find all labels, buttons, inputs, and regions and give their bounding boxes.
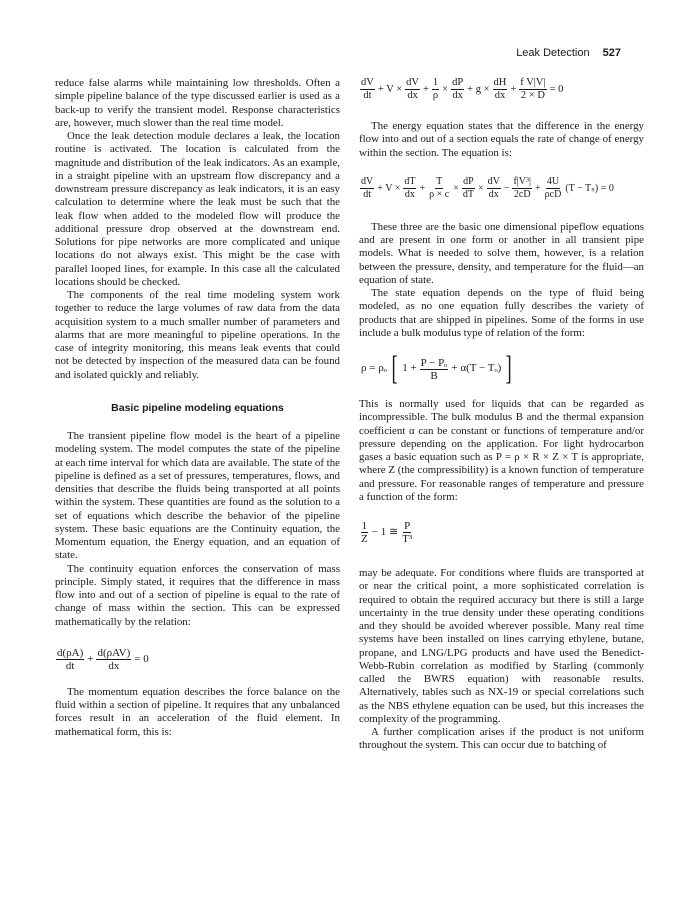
fraction: $\frac{\text{P − Pₒ}}{B}$ [420, 356, 448, 382]
section-heading: Basic pipeline modeling equations [111, 401, 284, 414]
fraction: $\frac{1}{\rho}$ [432, 77, 439, 101]
fraction: $\frac{4U}{\text{ρcD}}$ [544, 175, 562, 200]
fraction: $\frac{dT}{dx}$ [404, 175, 416, 200]
right-column [359, 77, 644, 753]
fraction: $\frac{1}{Z}$ [361, 520, 368, 545]
fraction: $\frac{\text{f|V³|}}{2cD}$ [513, 175, 532, 200]
page-number: 527 [602, 47, 621, 59]
fraction: $\frac{dH}{dx}$ [493, 77, 507, 101]
paragraph: The state equation depends on the type of fluid being modeled, as no one equation fully describes the variety of products that are shipped in pipelines. Some of the forms in use include a bulk modulus type of relation of the form: [359, 287, 644, 339]
running-header [516, 47, 621, 59]
paragraph: The components of the real time modeling system work together to reduce the large volumes of raw data from the data acquisition system to a much smaller number of parameters and alarms that are more meaningful to pipeline operations. In the case of integrity monitoring, this means leak events that could not be detected by inspection of the measured data can be found and isolated quickly and reliably. [55, 289, 340, 381]
paragraph: The energy equation states that the difference in the energy flow into and out of a section equals the rate of change of energy within the section. The equation is: [359, 120, 644, 159]
fraction: $\frac{dV}{dx}$ [406, 77, 419, 101]
left-bracket: [ [391, 350, 398, 387]
paragraph: This is normally used for liquids that can be regarded as incompressible. The bulk modulus B and the thermal expansion coefficient α can be constant or functions of temperature and/or pressure depending on the application. For light hydrocarbon gases a basic equation such as P = ρ × R × Z × T is appropriate, where Z (the compressibility) is a known function of temperature and pressure. For reasonable ranges of temperature and pressure a function of the form: [359, 398, 644, 503]
paragraph: A further complication arises if the product is not uniform throughout the system. This can occur due to batching of [359, 726, 644, 752]
fraction: $\frac{dV}{dt}$ [361, 175, 374, 200]
fraction: $\frac{\text{f V|V|}}{2 \times D}$ [520, 77, 546, 101]
paragraph: The transient pipeline flow model is the heart of a pipeline modeling system. The model computes the state of the pipeline at each time interval for which data are available. The state of the pipeline is defined as a set of pressures, temperatures, flows, and densities that describe the fluids being transported at all points within the system. These quantities are found as the solution to a set of equations which describe the behavior of the pipeline system. These basic equations are the Continuity equation, the Momentum equation, the Energy equation, and an equation of state. [55, 430, 340, 562]
paragraph: The continuity equation enforces the conservation of mass principle. Simply stated, it requires that the difference in mass flow into and out of a section of pipeline is equal to the rate of change of mass within the section. This can be expressed mathematically by the relation: [55, 562, 340, 628]
fraction: $\frac{T}{\rho \times c}$ [429, 175, 450, 200]
fraction: $\frac{\text{d(ρAV)}}{dx}$ [97, 646, 131, 672]
running-title: Leak Detection [516, 47, 590, 59]
fraction: $\frac{dV}{dx}$ [487, 175, 500, 200]
fraction: $\frac{dP}{dT}$ [462, 175, 474, 200]
paragraph: The momentum equation describes the force balance on the fluid within a section of pipeline. It requires that any unbalanced forces result in an acceleration of the fluid element. In mathematical form, this is: [55, 685, 340, 738]
momentum-equation: $\frac{dV}{dt}$ + V × $\frac{dV}{dx}$ + $\frac{1}{\rho}$ × $\frac{dP}{dx}$ + g × $\frac{dH}{dx}$ + $\frac{\text{f V|V|}}{2 \times D}$ = 0 [361, 77, 564, 101]
gas-state-equation: $\frac{1}{Z}$ − 1 ≅ $\frac{P}{\text{T³}}$ [361, 520, 413, 545]
left-column [55, 77, 340, 739]
fraction: $\frac{d(\rho A)}{dt}$ [57, 646, 84, 672]
fraction: $\frac{P}{\text{T³}}$ [402, 520, 413, 545]
right-bracket: ] [505, 350, 513, 387]
paragraph: may be adequate. For conditions where fluids are transported at or near the critical point, a more sophisticated correlation is required to obtain the required accuracy but there is still a large uncertainty in the true density under these operating conditions and they should be avoided wherever possible. Many real time systems have been installed on lines carrying ethylene, butane, propane, and LNG/LPG products and have used the Benedict-Webb-Rubin correlation as modified by Starling (commonly called the BWRS equation) with reasonable results. Alternatively, tables such as NX-19 or special correlations such as the NBS ethylene equation can be used, but this increases the complexity of the programming. [359, 567, 644, 725]
fraction: $\frac{dV}{dt}$ [361, 77, 374, 101]
continuity-equation: $\frac{d(\rho A)}{dt}$ + $\frac{\text{d(ρAV)}}{dx}$ = 0 [57, 646, 149, 672]
bulk-modulus-equation: ρ = ρₒ [ 1 + $\frac{\text{P − Pₒ}}{B}$ + α(T − Tₒ) ] [361, 350, 513, 387]
paragraph: reduce false alarms while maintaining low thresholds. Often a simple pipeline balance of the type discussed earlier is used as a back-up to verify the transient model. Response characteristics are, however, much slower than the real time model. [55, 77, 340, 129]
paragraph: These three are the basic one dimensional pipeflow equations and are present in one form or another in all transient pipe models. What is needed to solve them, however, is a relation between the pressure, density, and temperature for the fluid—an equation of state. [359, 220, 644, 286]
paragraph: Once the leak detection module declares a leak, the location routine is activated. The location is calculated from the magnitude and distribution of the leak indicators. As an example, in a straight pipeline with an upstream flow discrepancy and a downstream pressure discrepancy as leak indicators, it is an easy calculation to determine where the leak must be such that the leak flow when added to the modeled flow will produce the additional pressure drop observed at the downstream end. Solutions for pipe networks are more complicated and unique locations do not always exist. This might be the case with parallel looped lines, for example. In this case all the calculated locations should be checked. [55, 130, 340, 288]
energy-equation: $\frac{dV}{dt}$ + V × $\frac{dT}{dx}$ + $\frac{T}{\rho \times c}$ × $\frac{dP}{dT}$ × $\frac{dV}{dx}$ − $\frac{\text{f|V³|}}{2cD}$ + $\frac{4U}{\text{ρcD}}$ (T − Tₛ) = 0 [361, 175, 614, 200]
fraction: $\frac{dP}{dx}$ [452, 77, 464, 101]
